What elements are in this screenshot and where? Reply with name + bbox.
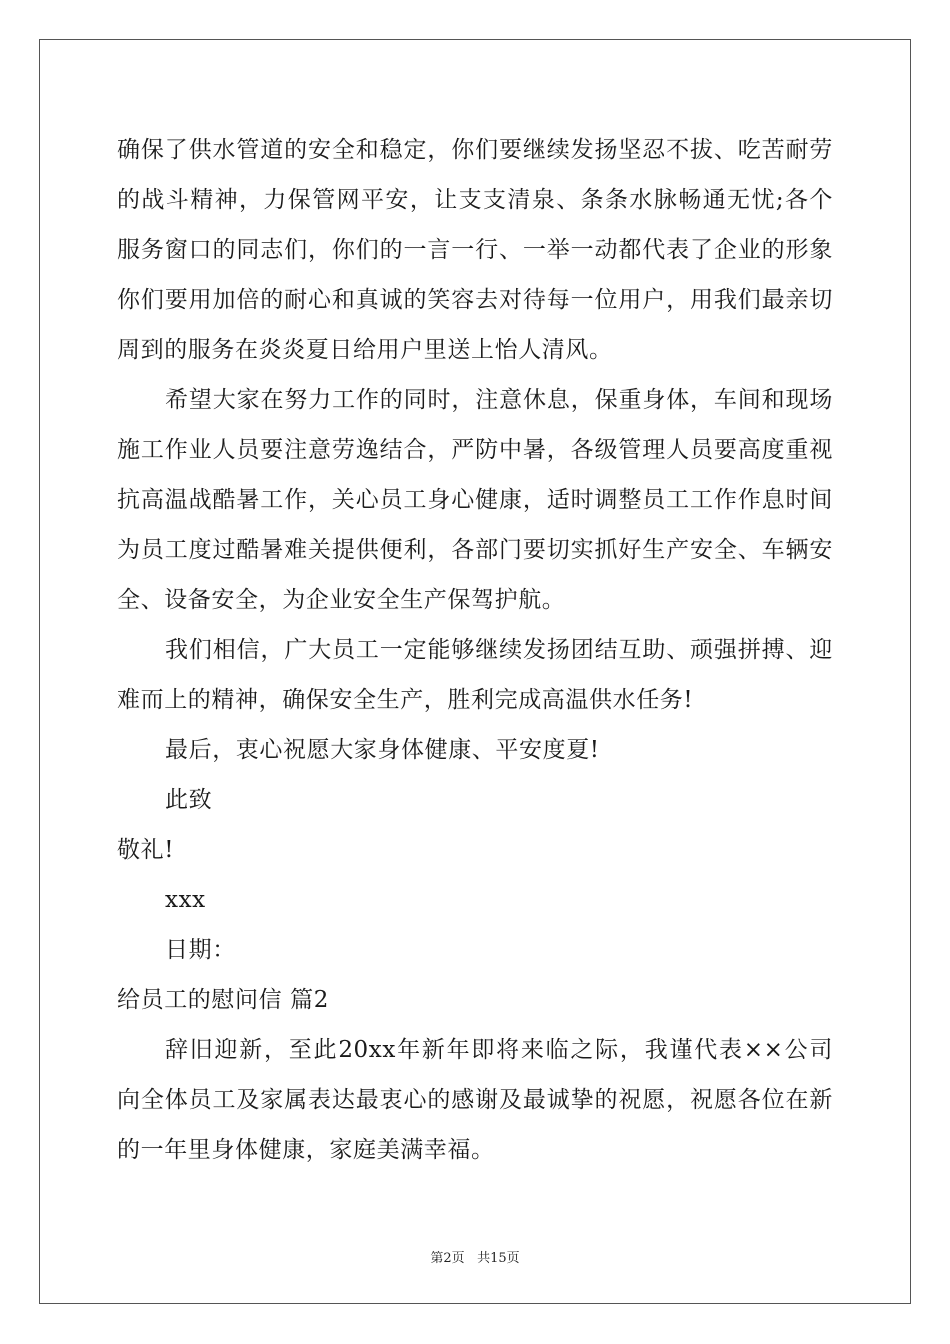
text-line: 抗高温战酷暑工作，关心员工身心健康，适时调整员工工作作息时间 [117,487,833,513]
text-line: 施工作业人员要注意劳逸结合，严防中暑，各级管理人员要高度重视 [117,437,833,463]
text-line: 服务窗口的同志们，你们的一言一行、一举一动都代表了企业的形象 [117,237,833,263]
text-line: 敬礼! [117,837,175,863]
text-line: 希望大家在努力工作的同时，注意休息，保重身体，车间和现场 [165,387,833,413]
text-line: 我们相信，广大员工一定能够继续发扬团结互助、顽强拼搏、迎 [165,637,833,663]
page-footer [0,1247,950,1266]
text-line: 难而上的精神，确保安全生产，胜利完成高温供水任务! [117,687,694,713]
text-line: 最后，衷心祝愿大家身体健康、平安度夏! [165,737,600,763]
text-line: 的一年里身体健康，家庭美满幸福。 [117,1137,495,1163]
text-line: 的战斗精神，力保管网平安，让支支清泉、条条水脉畅通无忧;各个 [117,187,833,213]
text-line: 周到的服务在炎炎夏日给用户里送上怡人清风。 [117,337,613,363]
text-line: 此致 [165,787,213,813]
text-line: 为员工度过酷暑难关提供便利，各部门要切实抓好生产安全、车辆安 [117,537,833,563]
document-body [117,125,833,1175]
text-line: 给员工的慰问信 篇2 [117,987,329,1013]
page-number: 第2页 [430,1251,465,1266]
page-total: 共15页 [477,1251,520,1266]
text-line: 全、设备安全，为企业安全生产保驾护航。 [117,587,566,613]
text-line: 日期： [165,937,236,963]
text-line: 向全体员工及家属表达最衷心的感谢及最诚挚的祝愿，祝愿各位在新 [117,1087,833,1113]
text-line: 你们要用加倍的耐心和真诚的笑容去对待每一位用户，用我们最亲切 [117,287,833,313]
text-line: xxx [165,887,206,913]
text-line: 确保了供水管道的安全和稳定，你们要继续发扬坚忍不拔、吃苦耐劳 [117,137,833,163]
text-line: 辞旧迎新，至此20xx年新年即将来临之际，我谨代表××公司 [165,1037,833,1063]
